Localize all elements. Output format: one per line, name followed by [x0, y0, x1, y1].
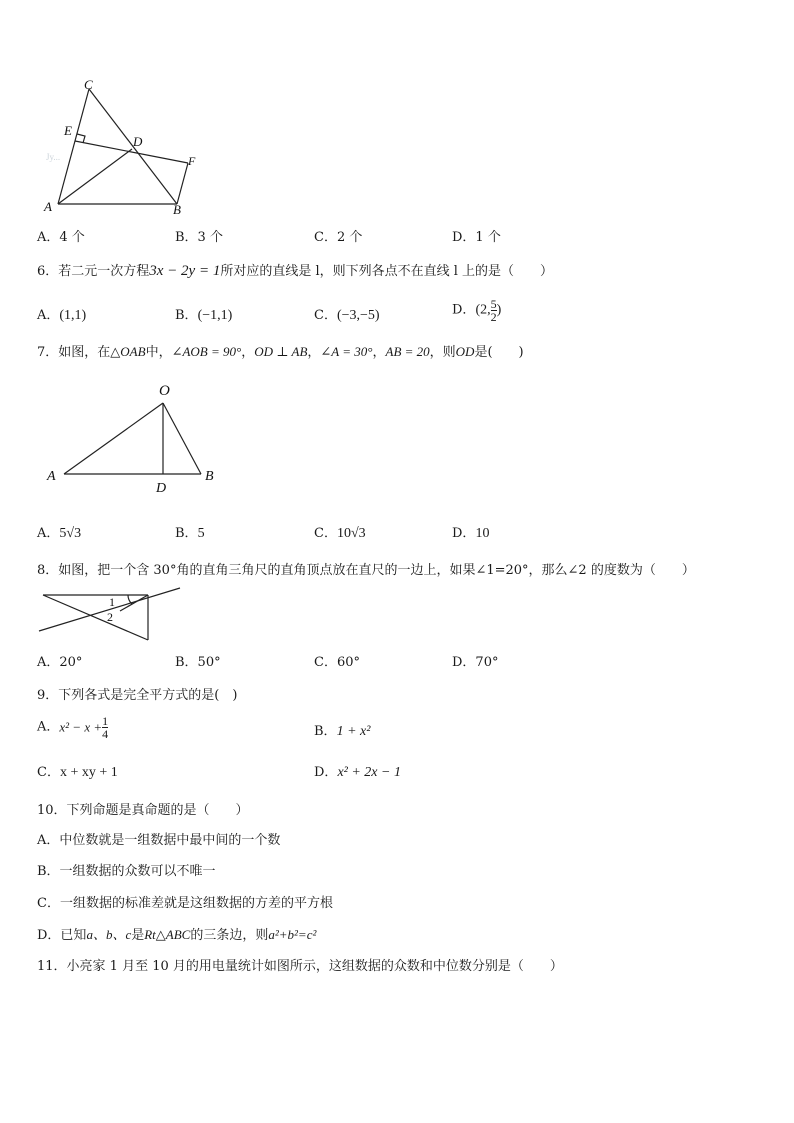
q7-option-c[interactable]: C．10√3 — [314, 526, 366, 541]
q6-stem — [37, 262, 553, 281]
segment-fb — [177, 163, 188, 204]
q10-option-b[interactable]: B．一组数据的众数可以不唯一 — [37, 864, 216, 879]
q7-stem: 7．如图，在△OAB中，∠AOB = 90°，OD ⊥ AB，∠A = 30°，AB = 20，则OD是( ) — [37, 344, 524, 360]
q9-option-d[interactable]: D．x² + 2x − 1 — [314, 765, 401, 780]
q9-option-c[interactable]: C．x + xy + 1 — [37, 765, 118, 780]
label-d: D — [133, 134, 143, 149]
q10-option-a[interactable]: A．中位数就是一组数据中最中间的一个数 — [37, 833, 281, 848]
q6-equation: 3x − 2y = 1 — [149, 263, 221, 279]
segment-ao — [64, 403, 163, 474]
q10-stem: 10．下列命题是真命题的是（ ） — [37, 803, 249, 818]
q6-option-a[interactable]: A．(1,1) — [37, 308, 87, 323]
watermark: Jy... — [46, 152, 61, 162]
q5-figure — [36, 72, 216, 222]
q7-option-b[interactable]: B．5 — [175, 526, 205, 541]
label-b: B — [205, 469, 214, 484]
q7-option-d[interactable]: D．10 — [452, 526, 490, 541]
triangle-side — [120, 595, 148, 611]
q6-option-c[interactable]: C．(−3,−5) — [314, 308, 380, 323]
q5-option-a[interactable]: A．4 个 — [37, 230, 85, 245]
label-a: A — [47, 469, 56, 484]
label-f: F — [188, 154, 196, 168]
q6-d-fraction: $\frac{5}{2}$ — [490, 297, 497, 324]
q8-option-d[interactable]: D．70° — [452, 655, 499, 670]
q7-option-a[interactable]: A．5√3 — [37, 526, 82, 541]
q8-option-b[interactable]: B．50° — [175, 655, 221, 670]
angle-arc-1 — [128, 595, 132, 604]
label-angle-2: 2 — [107, 610, 113, 624]
label-a: A — [44, 199, 52, 214]
label-o: O — [159, 383, 170, 399]
segment-ad — [58, 149, 132, 204]
q5-option-b[interactable]: B．3 个 — [175, 230, 223, 245]
q9-stem: 9．下列各式是完全平方式的是( ) — [37, 688, 238, 703]
q6-option-d[interactable]: D．(2, $\frac{5}{2}$ ) — [452, 297, 502, 324]
q11-stem: 11．小亮家 1 月至 10 月的用电量统计如图所示，这组数据的众数和中位数分别是（ ） — [37, 959, 563, 974]
q8-figure — [36, 584, 186, 644]
q5-option-d[interactable]: D．1 个 — [452, 230, 501, 245]
triangle-hypotenuse — [43, 595, 148, 640]
q10-option-c[interactable]: C．一组数据的标准差就是这组数据的方差的平方根 — [37, 896, 333, 911]
label-angle-1: 1 — [109, 595, 115, 609]
label-e: E — [64, 123, 72, 138]
q8-option-a[interactable]: A．20° — [37, 655, 83, 670]
q6-prefix: 6．若二元一次方程 — [37, 264, 150, 279]
label-d: D — [156, 481, 167, 496]
q8-stem: 8．如图，把一个含 30°角的直角三角尺的直角顶点放在直尺的一边上，如果∠1=20°，那么∠2 的度数为（ ） — [37, 563, 695, 578]
segment-ac — [58, 89, 89, 204]
segment-ob — [163, 403, 201, 474]
q7-figure — [40, 375, 230, 500]
q9-option-a[interactable]: A．x² − x + $\frac{1}{4}$ — [37, 714, 109, 741]
q9-a-fraction: $\frac{1}{4}$ — [102, 714, 109, 741]
q8-option-c[interactable]: C．60° — [314, 655, 360, 670]
label-c: C — [84, 77, 93, 92]
q6-option-b[interactable]: B．(−1,1) — [175, 308, 233, 323]
q10-option-d[interactable]: D．已知a、b、c是Rt△ABC的三条边，则a²+b²=c² — [37, 927, 317, 943]
q9-option-b[interactable]: B．1 + x² — [314, 724, 371, 739]
q6-suffix: 所对应的直线是 l，则下列各点不在直线 l 上的是（ ） — [220, 264, 554, 279]
label-b: B — [173, 202, 181, 217]
q5-option-c[interactable]: C．2 个 — [314, 230, 363, 245]
